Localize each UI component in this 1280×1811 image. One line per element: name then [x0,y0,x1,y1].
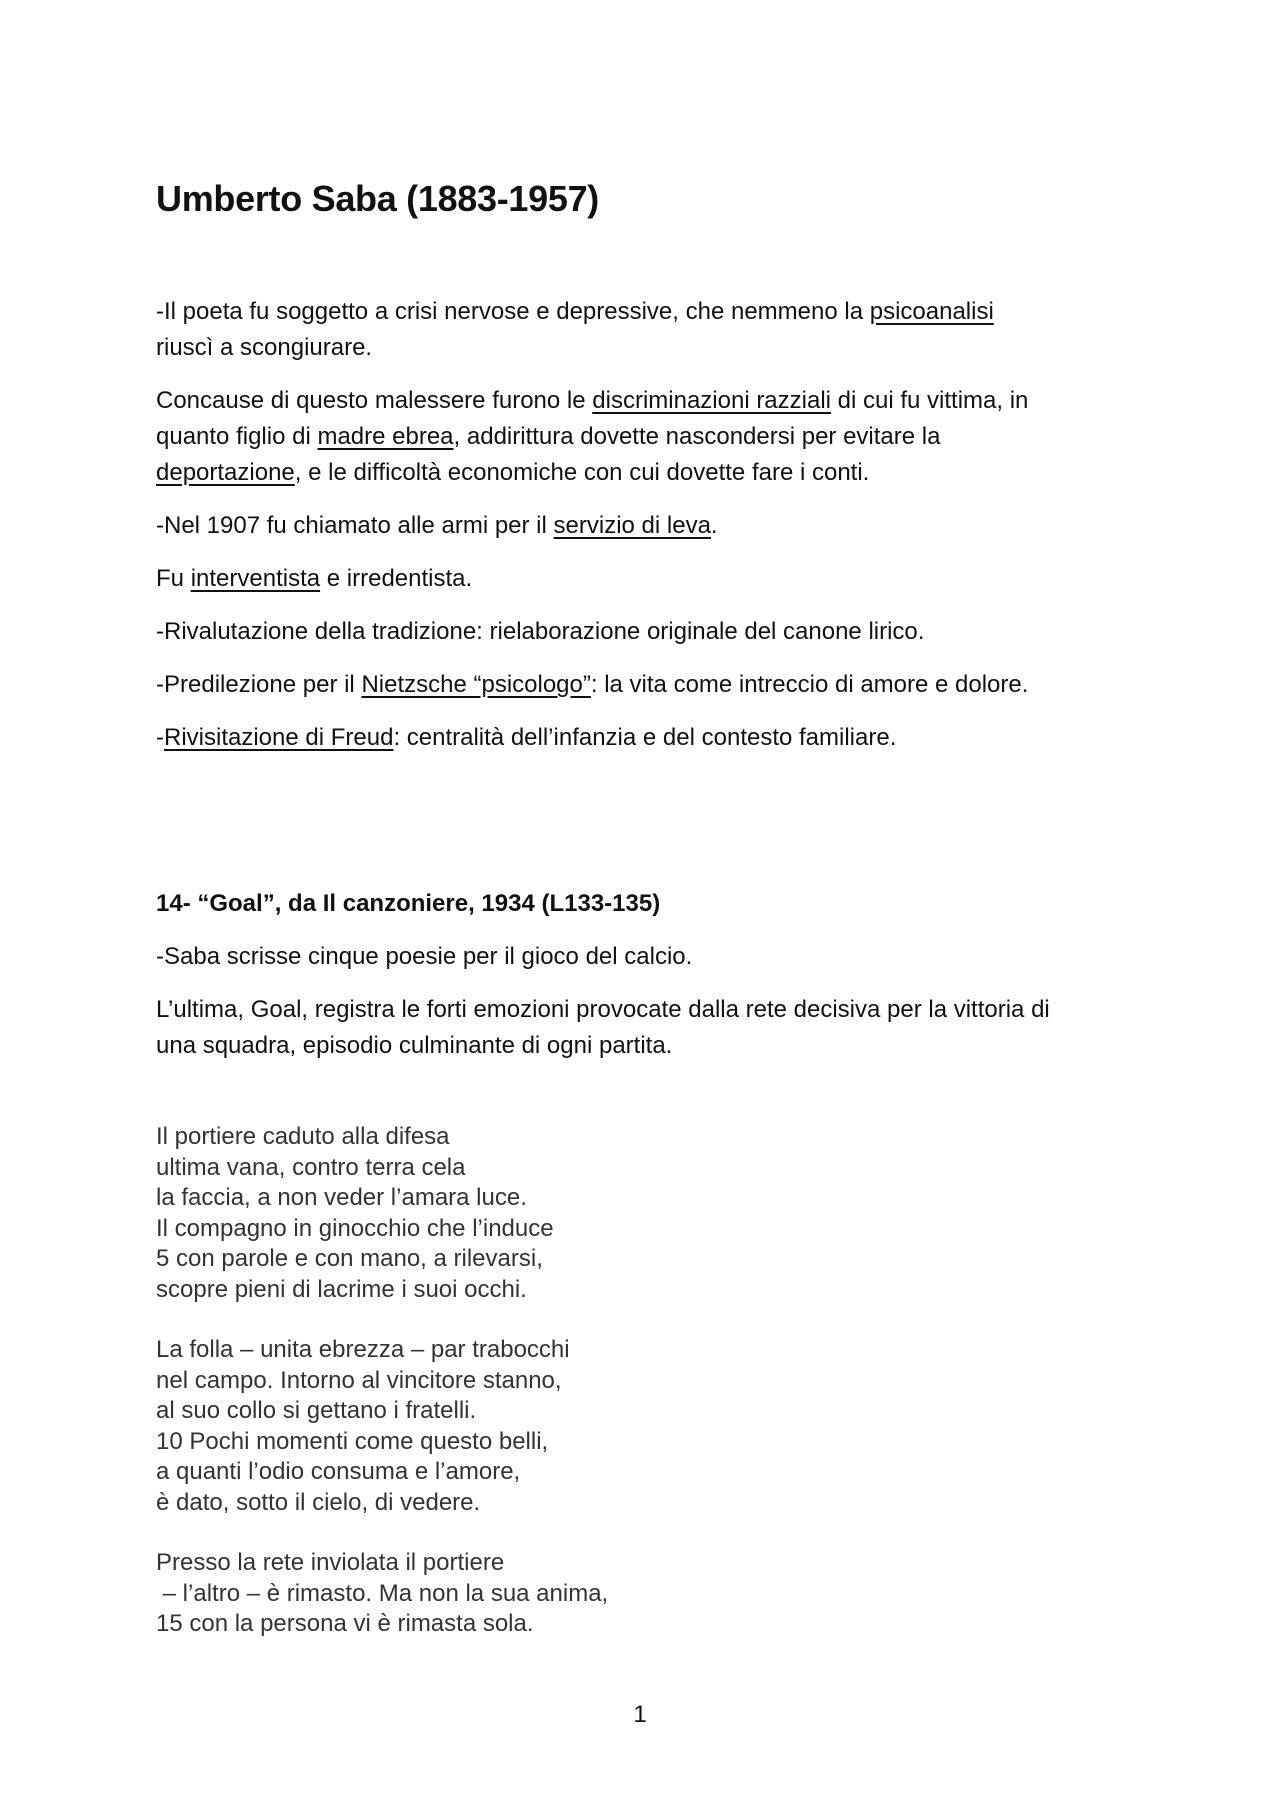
text-run: Fu [156,565,191,592]
text-run: di cui fu vittima, in [831,387,1029,414]
poem-verse: 10 Pochi momenti come questo belli, [156,1427,549,1455]
section-paragraph-2 [156,992,1136,1064]
text-run: , e le difficoltà economiche con cui dovette fare i conti. [294,459,870,486]
text-run: -Rivalutazione della tradizione: rielaborazione originale del canone lirico. [156,618,925,645]
poem-verse: 5 con parole e con mano, a rilevarsi, [156,1245,543,1272]
poem-verse: 15 con la persona vi è rimasta sola. [156,1610,534,1637]
goal-section [156,886,1136,1081]
poem-verse: Il portiere caduto alla difesa [156,1123,450,1150]
poem-verse: Presso la rete inviolata il portiere [156,1549,505,1576]
intro-section [156,294,1136,773]
page-number: 1 [633,1701,647,1728]
intro-paragraph-4 [156,561,1136,597]
section-paragraph-1: -Saba scrisse cinque poesie per il gioco del calcio. [156,943,693,970]
text-run: , addirittura dovette nascondersi per evitare la [453,423,941,450]
text-run: . [710,512,718,539]
underlined-term: Rivisitazione di Freud [164,724,394,751]
text-run: -Predilezione per il [156,671,362,698]
intro-paragraph-3 [156,508,1136,544]
underlined-term: psicoanalisi [869,298,994,325]
underlined-term: interventista [190,565,321,592]
text-run: Concause di questo malessere furono le [156,387,593,414]
text-run: e irredentista. [320,565,473,592]
intro-paragraph-1 [156,294,1136,366]
underlined-term: servizio di leva [553,512,711,539]
text-run: riuscì a scongiurare. [156,334,373,361]
poem-verse: Il compagno in ginocchio che l’induce [156,1214,554,1242]
poem-stanza-3 [156,1548,608,1640]
underlined-term: discriminazioni razziali [592,387,831,414]
text-run: L’ultima, Goal, registra le forti emozioni provocate dalla rete decisiva per la vittoria di [156,996,1050,1023]
poem-stanza-1 [156,1122,608,1305]
poem-verse: ultima vana, contro terra cela [156,1153,466,1181]
poem [156,1122,608,1670]
poem-verse: nel campo. Intorno al vincitore stanno, [156,1366,562,1394]
intro-paragraph-7 [156,720,1136,756]
poem-verse: al suo collo si gettano i fratelli. [156,1397,477,1424]
text-run: : centralità dell’infanzia e del contesto familiare. [393,724,897,751]
underlined-term: deportazione [156,459,295,486]
intro-paragraph-2 [156,383,1136,491]
text-run: una squadra, episodio culminante di ogni partita. [156,1032,673,1059]
text-run: -Nel 1907 fu chiamato alle armi per il [156,512,554,539]
poem-stanza-2 [156,1335,608,1518]
poem-verse: – l’altro – è rimasto. Ma non la sua anima, [156,1579,609,1607]
text-run: quanto figlio di [156,423,318,450]
underlined-term: madre ebrea [317,423,454,450]
underlined-term: Nietzsche “psicologo” [361,671,591,698]
poem-verse: a quanti l’odio consuma e l’amore, [156,1458,521,1485]
document-title: Umberto Saba (1883-1957) [156,178,599,219]
intro-paragraph-5 [156,614,1136,650]
text-run: -Il poeta fu soggetto a crisi nervose e depressive, che nemmeno la [156,298,870,325]
poem-verse: La folla – unita ebrezza – par trabocchi [156,1336,570,1363]
section-heading: 14- “Goal”, da Il canzoniere, 1934 (L133-135) [156,890,661,917]
text-run: - [156,724,164,751]
poem-verse: è dato, sotto il cielo, di vedere. [156,1488,481,1516]
intro-paragraph-6 [156,667,1136,703]
poem-verse: scopre pieni di lacrime i suoi occhi. [156,1275,527,1303]
poem-verse: la faccia, a non veder l’amara luce. [156,1184,527,1211]
text-run: : la vita come intreccio di amore e dolore. [590,671,1029,698]
